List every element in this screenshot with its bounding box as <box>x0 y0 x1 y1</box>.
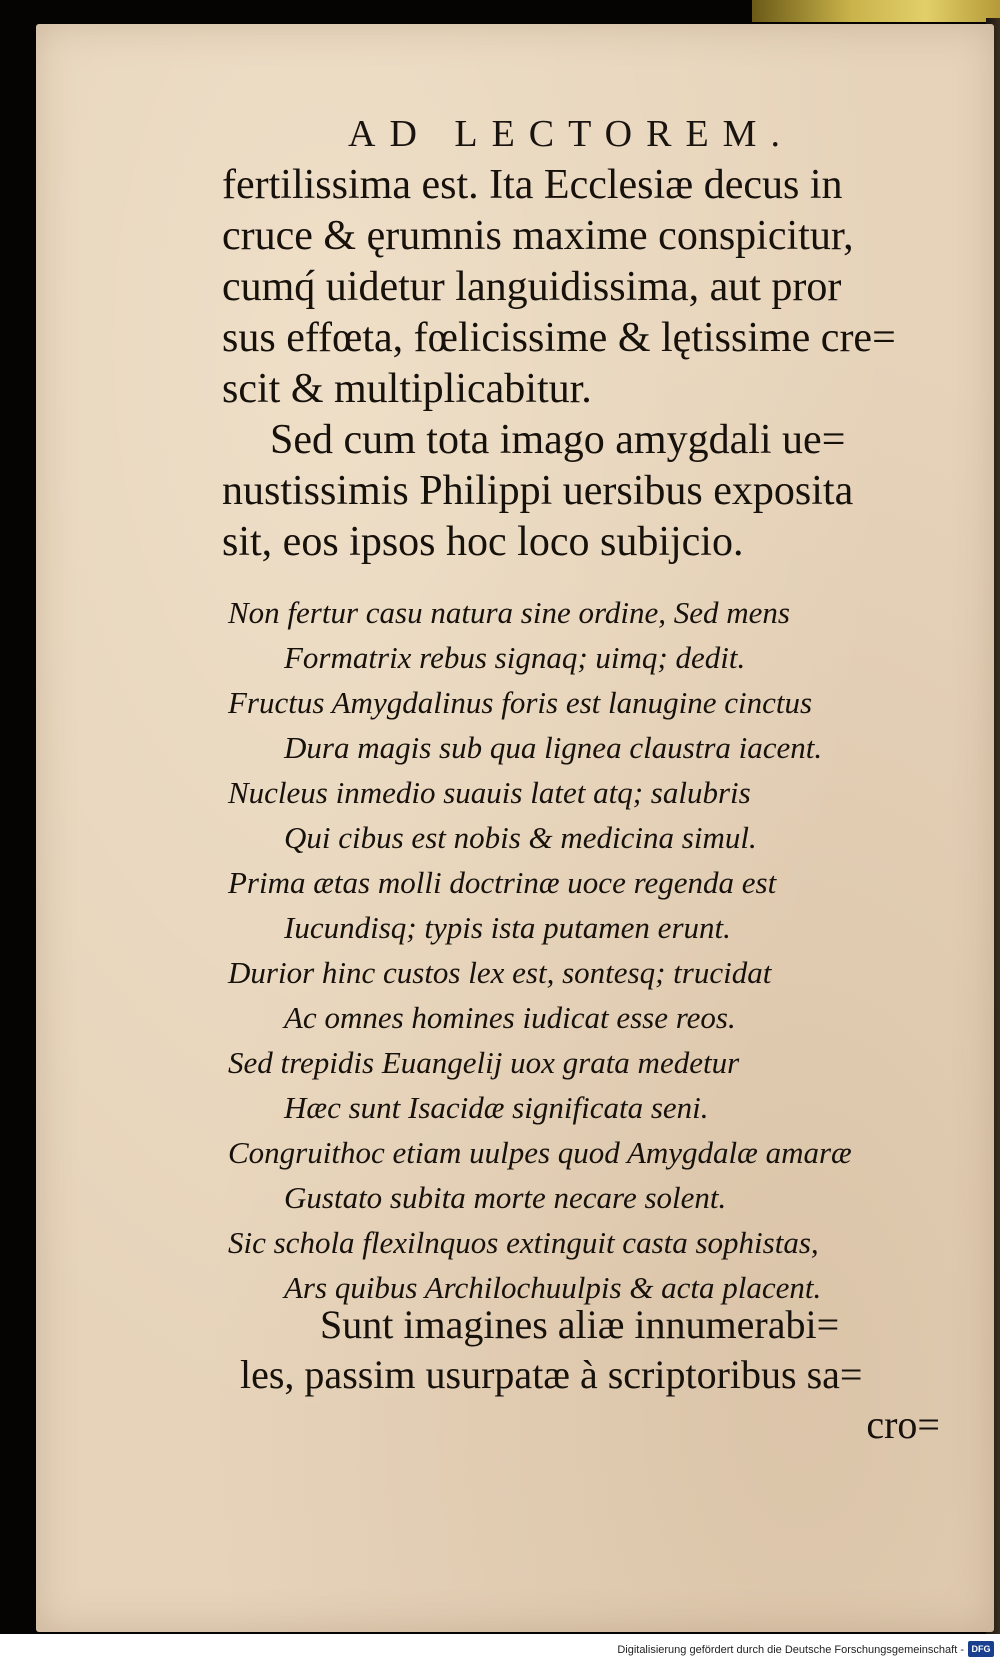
body-text <box>222 160 942 568</box>
verse-line: Dura magis sub qua lignea claustra iacent. <box>284 730 823 765</box>
dfg-logo-icon: DFG <box>968 1641 994 1657</box>
verse-line: Durior hinc custos lex est, sontesq; trucidat <box>228 955 772 990</box>
body-line: nustissimis Philippi uersibus exposita <box>222 468 854 514</box>
body-line: scit & multiplicabitur. <box>222 366 592 412</box>
catchword: cro= <box>866 1402 940 1447</box>
body-line: Sed cum tota imago amygdali ue= <box>270 417 846 463</box>
verse-line: Congruithoc etiam uulpes quod Amygdalæ amaræ <box>228 1135 852 1170</box>
verse-line: Sed trepidis Euangelij uox grata medetur <box>228 1045 740 1080</box>
body-line: sus effœta, fœlicissime & lętissime cre= <box>222 315 896 361</box>
body-line: fertilissima est. Ita Ecclesiæ decus in <box>222 162 843 208</box>
body-line: cruce & ęrumnis maxime conspicitur, <box>222 213 854 259</box>
running-head: AD LECTOREM. <box>348 113 794 155</box>
verse-line: Nucleus inmedio suauis latet atq; salubris <box>228 775 751 810</box>
funding-credit: Digitalisierung gefördert durch die Deutsche Forschungsgemeinschaft - <box>617 1644 964 1656</box>
verse-line: Sic schola flexilnquos extinguit casta sophistas, <box>228 1225 819 1260</box>
verse-line: Formatrix rebus signaq; uimq; dedit. <box>284 640 746 675</box>
verse-line: Hæc sunt Isacidæ significata seni. <box>284 1090 709 1125</box>
verse-line: Ac omnes homines iudicat esse reos. <box>284 1000 736 1035</box>
verse-line: Iucundisq; typis ista putamen erunt. <box>284 910 731 945</box>
body-line: les, passim usurpatæ à scriptoribus sa= <box>240 1352 863 1397</box>
verse-line: Fructus Amygdalinus foris est lanugine cinctus <box>228 685 813 720</box>
body-line: Sunt imagines aliæ innumerabi= <box>320 1302 840 1347</box>
body-line: cumq́ uidetur languidissima, aut pror <box>222 264 842 310</box>
body-line: sit, eos ipsos hoc loco subijcio. <box>222 519 744 565</box>
verse-line: Non fertur casu natura sine ordine, Sed mens <box>228 595 790 630</box>
verse-line: Ars quibus Archilochuulpis & acta placent. <box>284 1270 822 1305</box>
verse-block <box>228 590 948 1310</box>
verse-line: Qui cibus est nobis & medicina simul. <box>284 820 757 855</box>
verse-line: Gustato subita morte necare solent. <box>284 1180 727 1215</box>
verse-line: Prima ætas molli doctrinæ uoce regenda est <box>228 865 777 900</box>
gilt-page-edge <box>752 0 1000 22</box>
closing-paragraph <box>240 1300 950 1450</box>
